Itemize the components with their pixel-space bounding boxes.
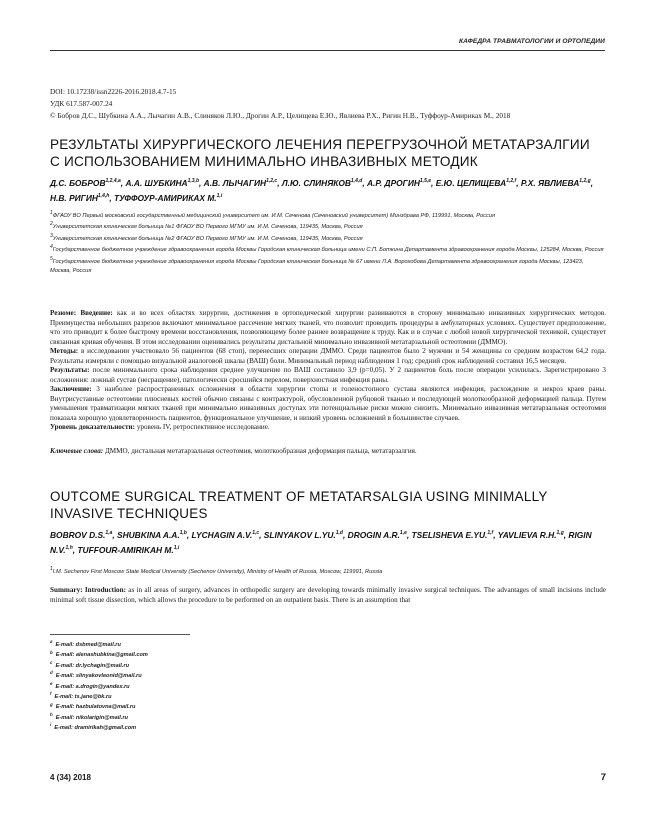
keywords-ru [50,447,606,457]
footnote-email [50,713,148,723]
author [498,530,564,540]
affiliation-en-text: I.M. Sechenov First Moscow State Medical University (Sechenov University), Ministry of Health of Russia, Moscow, 119991, Russia [52,569,383,575]
affiliation-number: 2 [50,221,53,228]
abstract-evidence-label: Уровень доказательности: [50,423,136,431]
footnote-email [50,702,148,712]
abstract-results-label: Результаты: [50,366,90,374]
doi[interactable]: DOI: 10.17238/issn2226-2016.2018.4.7-15 [50,87,177,96]
author-name: RIGIN N.V. [50,530,592,555]
affiliation-text: Государственное бюджетное учреждение здравоохранения города Москвы Городская клиническая больница № 67 имени Л.А. Ворохобова Департамента здравоохранения города Москвы, 123423, Москва, Россия [50,258,584,275]
author-affiliation-mark: 1,2,f [506,178,517,185]
keywords-text: ДММО, дистальная метатарзальная остеотомия, молоткообразная деформация пальца, метатарзалгия. [104,447,417,455]
author-name: А.А. ШУБКИНА [125,178,188,188]
email-link[interactable]: E-mail: dr.lychagin@mail.ru [55,662,129,669]
author [204,178,278,188]
email-link[interactable]: E-mail: dramirikah@gmail.com [54,725,137,732]
running-header [50,38,605,52]
author-affiliation-mark: 1,i [216,193,223,200]
author [77,545,179,555]
author-name: SLINYAKOV L.YU. [263,530,336,540]
author-affiliation-mark: 1,3,b [187,178,200,185]
authors-en: BOBROV D.S.$^{1,a}$, SHUBKINA A.A.$^{1,b}$, LYCHAGIN A.V.$^{1,c}$, SLINYAKOV L.YU.$^{1,d}$, DROGIN A.R.$^{1,e}$, TSELISHEVA E.YU.$^{1,f}$, YAVLIEVA R.H.$^{1,g}$, RIGIN N.V.$^{1,h}$, TUFFOUR-AMIRIKAH M.$^{1,i}$ [50,530,592,555]
footnote-email [50,661,148,671]
author-name: ТУФФОУР-АМИРИКАХ М. [113,193,217,203]
abstract-intro-label: Резюме: Введение: [50,309,113,317]
abstract-intro-text: как и во всех областях хирургии, достижения в ортопедической хирургии развиваются в сторону минимально инвазивных хирургических методов. Преимущества небольших разрезов включают минимальное рассечение мягких тканей, что позволит проводить процедуры в амбулаторных условиях. Существует предположение, что это приводит к более быстрому времени восстановления, позволяющему более раннее возвращение к труду. Как и в случае с любой новой хирургической техникой, существует связанная кривая обучения. В этом исследовании оценивались результаты дистальной минимально инвазивной метатарзальной остеотомии (ДММО). [50,309,606,346]
abstract-methods-text: в исследовании участвовало 56 пациентов (68 стоп), перенесших операции ДММО. Среди пациентов было 2 мужчин и 54 женщины со средним возрастом 64,2 года. Результаты измеряли с помощью визуальной аналоговой шкалы (ВАШ) боли. Минимальный период наблюдения 1 год; средний срок наблюдений составил 16,5 месяцев. [50,347,606,365]
footnote-mark: f [50,691,52,697]
author-affiliation-mark: 1,2,4,a [105,178,121,185]
author-affiliation-mark: 1,d [335,530,343,537]
email-link[interactable]: E-mail: nikolarigin@mail.ru [55,714,128,721]
affiliation-item [50,246,606,255]
author-affiliation-mark: 1,i [173,545,180,552]
keywords-label: Ключевые слова: [50,447,104,455]
author-affiliation-mark: 1,h [65,545,73,552]
author-affiliation-mark: 1,c [252,530,260,537]
email-link[interactable]: E-mail: alenashubkina@gmail.com [55,652,148,659]
title-en-line2: INVASIVE TECHNIQUES [50,506,208,521]
abstract-conclusion [50,385,606,423]
affiliation-item [50,223,606,232]
author-affiliation-mark: 1,f [487,530,494,537]
affiliation-item [50,255,606,277]
affiliation-en-number: 1 [50,566,53,573]
footnote-mark: e [50,680,53,686]
abstract-results [50,366,606,385]
author [50,193,109,203]
affiliation-number: 1 [50,210,53,217]
footnotes [50,640,148,734]
footnote-email [50,692,148,702]
abstract-evidence [50,423,606,433]
footnote-email [50,671,148,681]
footnote-mark: i [50,722,52,728]
author [192,530,260,540]
abstract-results-text: после минимального срока наблюдения среднее улучшение по ВАШ составило 3,9 (p=0,05). У 2 пациентов боль после операции усилилась. Зарегистрировано 3 осложнения: ложный сустав (несращение), патологически сросшийся перелом, поверхностная инфекция раны. [50,366,606,384]
author [436,178,517,188]
author-affiliation-mark: 1,2,g [579,178,591,185]
footnote-mark: d [50,670,53,676]
author-affiliation-mark: 1,2,c [266,178,278,185]
email-link[interactable]: E-mail: dsbmed@mail.ru [55,642,121,648]
journal-section: КАФЕДРА ТРАВМАТОЛОГИИ И ОРТОПЕДИИ [458,38,605,45]
author [367,178,431,188]
author-name: А.Р. ДРОГИН [366,178,420,188]
summary-en [50,586,606,605]
page-footer [50,773,606,785]
affiliation-text: Университетская клиническая больница №1 ФГАОУ ВО Первого МГМУ им. И.М. Сеченова, 119435, Москва, Россия [52,224,363,231]
author-name: Р.Х. ЯВЛИЕВА [520,178,580,188]
title-en-line1: OUTCOME SURGICAL TREATMENT OF METATARSALGIA USING MINIMALLY [50,489,548,504]
authors-ru: Д.С. БОБРОВ$^{1,2,4,a}$, А.А. ШУБКИНА$^{1,3,b}$, А.В. ЛЫЧАГИН$^{1,2,c}$, Л.Ю. СЛИНЯКОВ$^{1,4,d}$, А.Р. ДРОГИН$^{1,5,e}$, Е.Ю. ЦЕЛИЩЕВА$^{1,2,f}$, Р.Х. ЯВЛИЕВА$^{1,2,g}$, Н.В. РИГИН$^{1,4,h}$, ТУФФОУР-АМИРИКАХ М.$^{1,i}$ [50,178,594,203]
affiliation-item [50,232,606,244]
author [50,178,121,188]
author-name: YAVLIEVA R.H. [497,530,557,540]
author-name: Д.С. БОБРОВ [50,178,106,188]
abstract-evidence-text: уровень IV, ретроспективное исследование. [136,423,270,431]
udk: УДК 617.587-007.24 [50,99,113,108]
author-affiliation-mark: 1,4,h [97,193,110,200]
title-ru-line1: РЕЗУЛЬТАТЫ ХИРУРГИЧЕСКОГО ЛЕЧЕНИЯ ПЕРЕГРУЗОЧНОЙ МЕТАТАРЗАЛГИИ [50,137,590,152]
author-affiliation-mark: 1,g [556,530,564,537]
abstract-conclusion-label: Заключение: [50,385,92,393]
author-name: TUFFOUR-AMIRIKAH M. [77,545,174,555]
footnote-email [50,723,148,733]
author [114,193,222,203]
email-link[interactable]: E-mail: slinyakovleonid@mail.ru [55,673,142,680]
author [348,530,407,540]
affiliation-number: 5 [50,255,53,262]
author-name: TSELISHEVA E.YU. [411,530,488,540]
author-name: DROGIN A.R. [347,530,400,540]
email-link[interactable]: E-mail: ts.jane@bk.ru [54,694,112,701]
footnote-email [50,650,148,660]
page-number: 7 [600,772,606,783]
affiliation-text: ФГАОУ ВО Первый московский государственный медицинский университет им. И.М. Сеченова (Сеченовский университет) Минздрава РФ, 119991, Москва, Россия [52,213,496,219]
title-ru [50,136,606,170]
affiliation-item [50,212,606,221]
summary-en-text: as in all areas of surgery, advances in orthopedic surgery are developing towards minimally invasive surgical techniques. The advantages of small incisions include minimal soft tissue dissection, which allows the procedure to be performed on an outpatient basis. There is an assumption that [50,586,606,604]
copyright: © Бобров Д.С., Шубкина А.А., Лычагин А.В., Слиняков Л.Ю., Дрогин А.Р., Целищева Е.Ю., Явлиева Р.Х., Ригин Н.В., Туффоур-Амириках М., 2018 [50,111,511,120]
author-name: BOBROV D.S. [50,530,106,540]
author-name: Е.Ю. ЦЕЛИЩЕВА [435,178,507,188]
abstract-conclusion-text: 3 наиболее распространенных осложнения в области хирургии стопы и голеностопного сустава являются инфекция, расхождение и некроз краев раны. Внутрисуставные остеотомии плюсневых костей обычно связаны с контрактурой, обусловленной рубцовой тканью и последующей молоткообразной деформацией пальца. Путем уменьшения травматизации мягких тканей при минимально инвазивных доступах эти потенциальные риски можно снизить. Минимально инвазивная метатарзальная остеотомия показала хорошую удовлетворенность пациентов, функциональное улучшение, и низкий уровень осложнений в большинстве случаев. [50,385,606,422]
title-en [50,488,606,522]
author [282,178,362,188]
author [264,530,343,540]
author-name: Л.Ю. СЛИНЯКОВ [281,178,351,188]
footnote-email [50,640,148,650]
email-link[interactable]: E-mail: a.drogin@yandex.ru [55,683,130,690]
affiliation-text: Университетская клиническая больница №2 ФГАОУ ВО Первого МГМУ им. И.М. Сеченова, 119435, Москва, Россия [52,235,363,242]
affiliation-number: 4 [50,244,53,251]
author-name: А.В. ЛЫЧАГИН [203,178,267,188]
abstract-methods [50,347,606,366]
author-name: SHUBKINA A.A. [116,530,180,540]
footnote-email [50,682,148,692]
author [50,530,112,540]
author-affiliation-mark: 1,b [179,530,187,537]
abstract-ru [50,309,606,433]
author [125,178,199,188]
issue-number: 4 (34) 2018 [50,773,91,782]
author [117,530,187,540]
abstract-methods-label: Методы: [50,347,79,355]
affiliation-number: 3 [50,232,53,239]
author-name: LYCHAGIN A.V. [191,530,253,540]
author-affiliation-mark: 1,4,d [350,178,363,185]
email-link[interactable]: E-mail: hazbulatovna@mail.ru [55,704,136,711]
affiliation-text: Государственное бюджетное учреждение здравоохранения города Москвы Городская клиническая больница имени С.П. Боткина Департамента здравоохранения города Москвы, 125284, Москва, Россия [52,247,604,254]
affiliation-en [50,566,606,575]
footnote-mark: c [50,659,53,665]
abstract-intro [50,309,606,347]
title-ru-line2: С ИСПОЛЬЗОВАНИЕМ МИНИМАЛЬНО ИНВАЗИВНЫХ МЕТОДИК [50,154,478,169]
footnote-mark: a [50,639,53,645]
article-meta [50,86,606,122]
author-name: Н.В. РИГИН [50,193,98,203]
footnote-mark: h [50,711,53,717]
footnote-mark: g [50,701,53,707]
affiliations-ru [50,212,606,278]
footnote-rule [50,634,190,635]
author-affiliation-mark: 1,5,e [419,178,432,185]
footnote-mark: b [50,649,53,655]
author-affiliation-mark: 1,e [399,530,407,537]
author [521,178,591,188]
summary-en-label: Summary: Introduction: [50,586,126,594]
header-rule [50,50,605,51]
author-affiliation-mark: 1,a [105,530,113,537]
author [412,530,494,540]
